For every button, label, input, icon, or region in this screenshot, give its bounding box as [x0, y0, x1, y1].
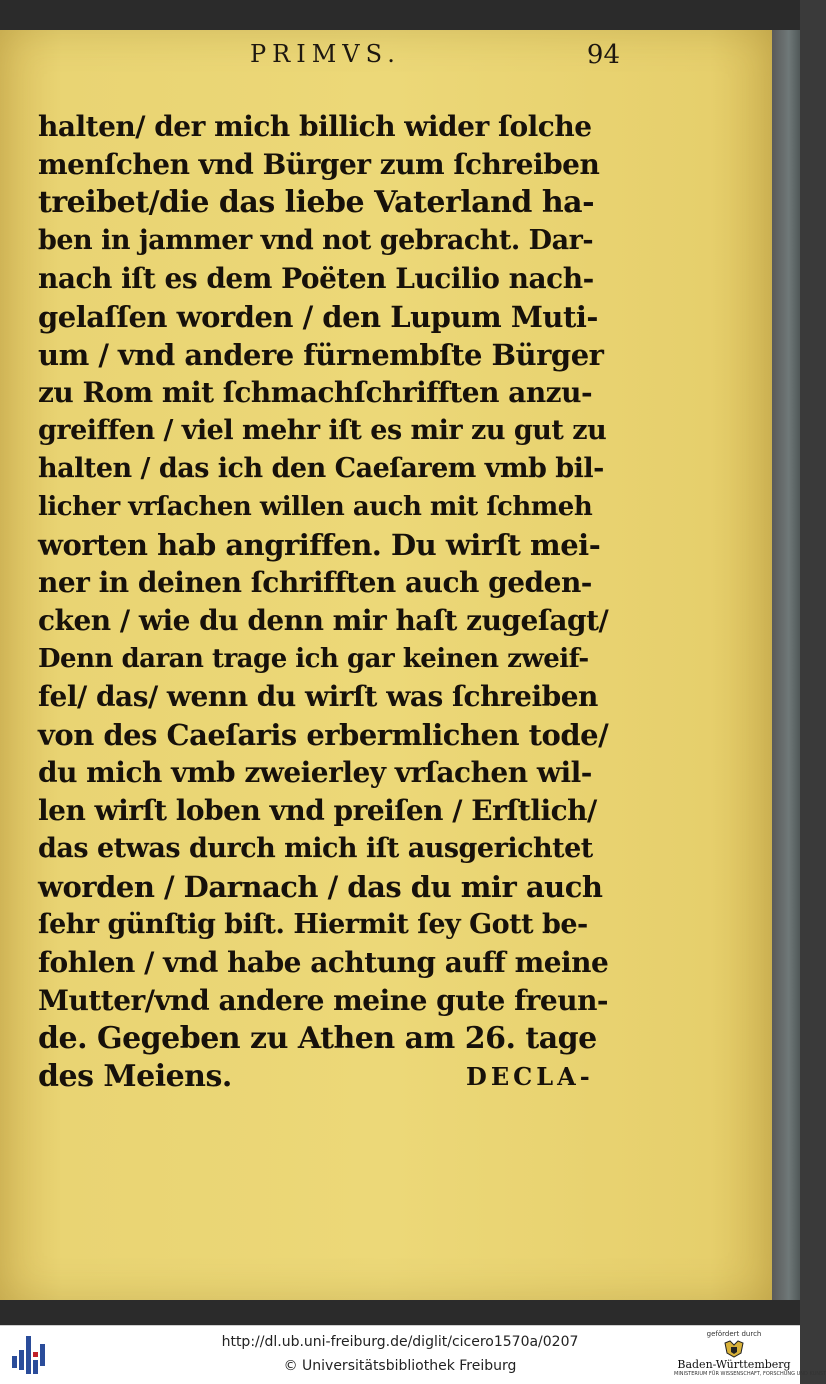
sponsor-logo	[674, 1328, 826, 1382]
text-line: licher vrſachen willen auch mit ſchmeh	[38, 492, 593, 522]
text-line: de. Gegeben zu Athen am 26. tage	[38, 1021, 597, 1056]
page-edge	[772, 30, 800, 1300]
text-line: von des Caeſaris erbermlichen tode/	[38, 718, 609, 752]
text-line: halten / das ich den Caeſarem vmb bil-	[38, 453, 604, 484]
text-line: ner in deinen ſchrifften auch geden-	[38, 566, 592, 599]
text-line: gelaſſen worden / den Lupum Muti-	[38, 300, 598, 334]
text-line: worten hab angriffen. Du wirſt mei-	[38, 528, 601, 562]
catchword: DECLA-	[466, 1062, 594, 1091]
sponsor-ministry: MINISTERIUM FÜR WISSENSCHAFT, FORSCHUNG UND KUNST	[674, 1371, 826, 1377]
text-line: zu Rom mit ſchmachſchrifften anzu-	[38, 376, 593, 409]
footer	[0, 1325, 826, 1384]
text-line: ben in jammer vnd not gebracht. Dar-	[38, 225, 594, 256]
text-line: worden / Darnach / das du mir auch	[38, 870, 603, 904]
text-line: len wirſt loben vnd preiſen / Erſtlich/	[38, 794, 597, 827]
text-line: Mutter/vnd andere meine gute freun-	[38, 984, 609, 1017]
text-line: um / vnd andere fürnembſte Bürger	[38, 338, 604, 372]
permalink-url[interactable]: http://dl.ub.uni-freiburg.de/diglit/cicero1570a/0207	[221, 1334, 579, 1350]
text-line: nach iſt es dem Poëten Lucilio nach-	[38, 262, 594, 295]
text-line: fel/ das/ wenn du wirſt was ſchreiben	[38, 680, 598, 713]
page-number: 94	[586, 40, 620, 70]
sponsor-label: gefördert durch	[706, 1330, 762, 1338]
text-line: des Meiens.	[38, 1059, 232, 1094]
copyright-notice: © Universitätsbibliothek Freiburg	[283, 1358, 517, 1374]
text-line: Denn daran trage ich gar keinen zweif-	[38, 644, 589, 674]
text-line: treibet/die das liebe Vaterland ha-	[38, 185, 595, 220]
sponsor-name: Baden-Württemberg	[677, 1358, 791, 1371]
text-line: greiffen / viel mehr iſt es mir zu gut zu	[38, 415, 607, 446]
text-line: das etwas durch mich iſt ausgerichtet	[38, 833, 593, 864]
text-line: halten/ der mich billich wider ſolche	[38, 110, 592, 143]
text-line: cken / wie du denn mir haſt zugeſagt/	[38, 604, 609, 637]
text-line: fohlen / vnd habe achtung auff meine	[38, 946, 609, 979]
page-header	[250, 40, 620, 80]
text-line: du mich vmb zweierley vrſachen wil-	[38, 756, 592, 789]
text-line: ſehr günſtig biſt. Hiermit ſey Gott be-	[38, 909, 588, 940]
text-line: menſchen vnd Bürger zum ſchreiben	[38, 148, 600, 181]
running-title: PRIMVS.	[250, 40, 401, 68]
crest-icon	[721, 1339, 747, 1359]
body-text	[38, 108, 608, 1096]
